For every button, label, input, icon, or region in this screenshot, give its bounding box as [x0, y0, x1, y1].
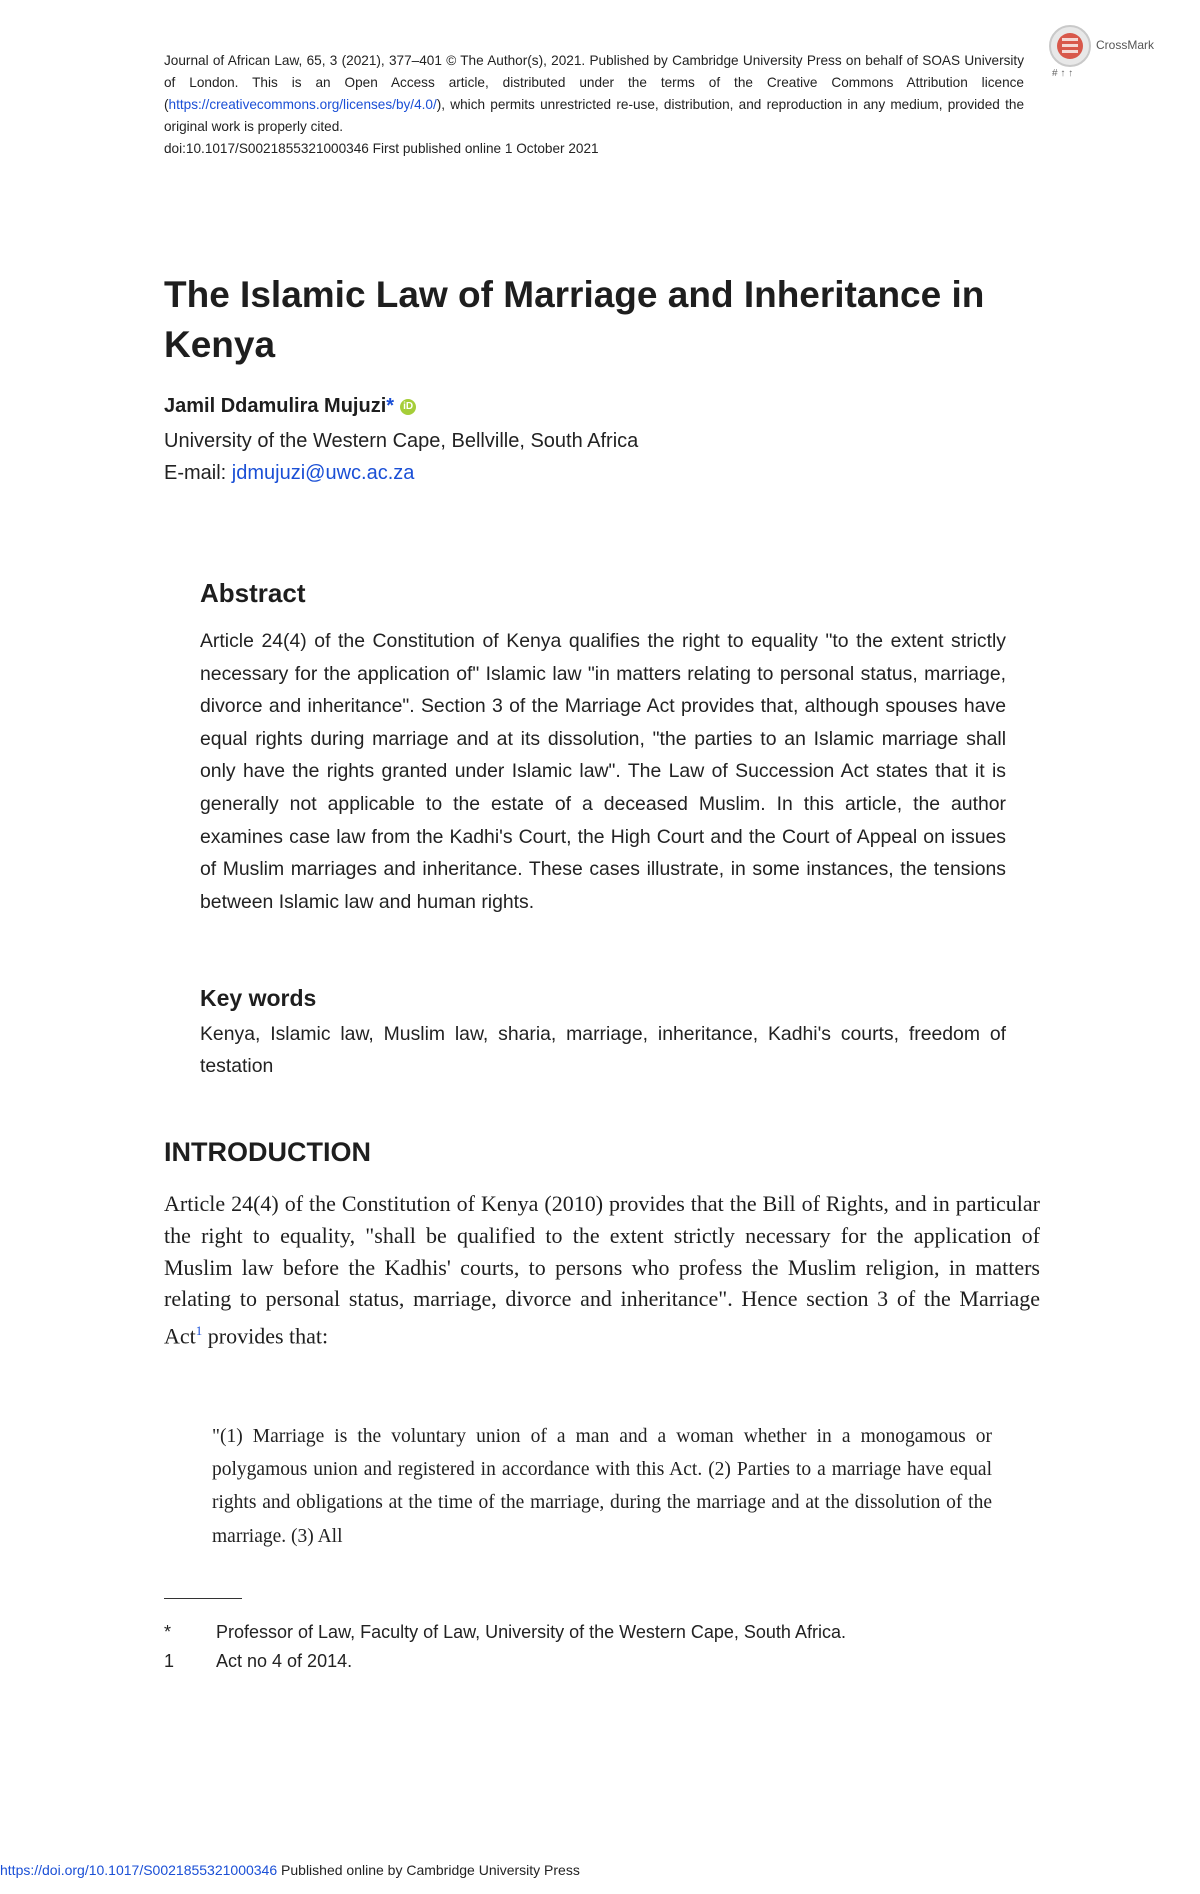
- orcid-icon[interactable]: iD: [400, 399, 416, 415]
- publisher-footer: [0, 1862, 580, 1878]
- header-licence-terms: ), which permits unrestricted re-use, distribution, and reproduction in any medium, provided the original work is properly cited.: [164, 97, 1024, 134]
- block-quote: "(1) Marriage is the voluntary union of a man and a woman whether in a monogamous or polygamous union and registered in accordance with this Act. (2) Parties to a marriage have equal rights and obligations at the time of the marriage, during the marriage and at the dissolution of the marriage. (3) All: [212, 1426, 992, 1547]
- footnote-ref-1[interactable]: 1: [195, 1323, 203, 1339]
- article-title: The Islamic Law of Marriage and Inheritance in Kenya: [164, 274, 985, 365]
- author-affiliation: University of the Western Cape, Bellville, South Africa: [164, 430, 639, 452]
- footnote-divider: [164, 1598, 242, 1599]
- header-paragraph: [164, 50, 1024, 138]
- introduction-text-end: provides that:: [202, 1323, 329, 1349]
- doi-link[interactable]: https://doi.org/10.1017/S0021855321000346: [0, 1862, 278, 1878]
- introduction-heading: INTRODUCTION: [164, 1137, 371, 1167]
- author-email: [164, 462, 414, 485]
- keywords-heading: Key words: [200, 985, 317, 1011]
- header-citation: Journal of African Law, 65, 3 (2021), 377–401 © The Author(s), 2021. Published by Cambridge University Press on behalf of SOAS University of London. This is an Open Access article, distributed under the terms of the Creative Commons Attribution licence (: [164, 53, 1024, 112]
- keywords-text: Kenya, Islamic law, Muslim law, sharia, marriage, inheritance, Kadhi's courts, freedom of testation: [200, 1023, 1006, 1077]
- email-label: E-mail:: [164, 462, 232, 484]
- footnote-text: Act no 4 of 2014.: [216, 1651, 353, 1671]
- footnote-mark: *: [164, 1622, 172, 1642]
- author-name: Jamil Ddamulira Mujuzi: [164, 395, 387, 417]
- introduction-text: Article 24(4) of the Constitution of Kenya (2010) provides that the Bill of Rights, and in particular the right to equality, "shall be qualified to the extent strictly necessary for the application of Muslim law before the Kadhis' courts, to persons who profess the Muslim religion, in matters relating to personal status, marriage, divorce and inheritance". Hence section 3 of the Marriage Act: [164, 1191, 1040, 1349]
- abstract-text: Article 24(4) of the Constitution of Kenya qualifies the right to equality "to the extent strictly necessary for the application of" Islamic law "in matters relating to personal status, marriage, divorce and inheritance". Section 3 of the Marriage Act provides that, although spouses have equal rights during marriage and at its dissolution, "the parties to an Islamic marriage shall only have the rights granted under Islamic law". The Law of Succession Act states that it is generally not applicable to the estate of a deceased Muslim. In this article, the author examines case law from the Kadhi's Court, the High Court and the Court of Appeal on issues of Muslim marriages and inheritance. These cases illustrate, in some instances, the tensions between Islamic law and human rights.: [200, 630, 1006, 913]
- footnote-1: [164, 1651, 352, 1672]
- footnote-text: Professor of Law, Faculty of Law, University of the Western Cape, South Africa.: [216, 1622, 846, 1642]
- licence-link[interactable]: https://creativecommons.org/licenses/by/4.0/: [168, 97, 437, 112]
- footnote-star: [164, 1622, 846, 1643]
- introduction-paragraph: [164, 1188, 1040, 1352]
- crossmark-label: CrossMark: [1096, 38, 1155, 52]
- abstract-heading: Abstract: [200, 578, 306, 608]
- email-link[interactable]: jdmujuzi@uwc.ac.za: [231, 462, 415, 484]
- crossmark-sublabel: # ↑ ↑: [1052, 68, 1074, 79]
- author-line: [164, 395, 416, 418]
- footnote-mark: 1: [164, 1651, 175, 1671]
- publisher-note: Published online by Cambridge University Press: [277, 1862, 580, 1878]
- journal-header: [164, 50, 1024, 160]
- author-footnote-mark[interactable]: *: [386, 395, 395, 417]
- header-doi: doi:10.1017/S0021855321000346 First published online 1 October 2021: [164, 141, 599, 156]
